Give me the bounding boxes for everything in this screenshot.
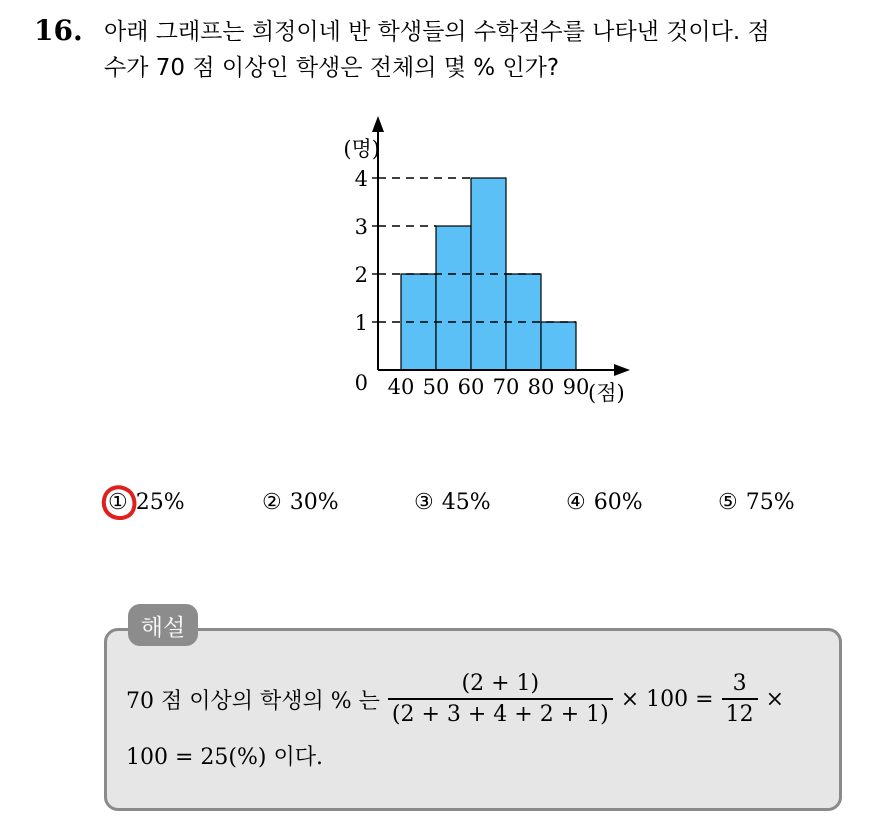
explanation-line-1 [126, 664, 784, 734]
fraction-2-numerator: 3 [732, 671, 747, 696]
x-tick-label: 40 [387, 375, 415, 399]
choice-mark: ⑤ [718, 490, 738, 515]
x-tick-label: 60 [457, 375, 485, 399]
x-tick-label: 90 [562, 375, 590, 399]
choice-3[interactable] [414, 490, 491, 515]
x-axis-label: (점) [588, 381, 625, 405]
y-tick-label: 1 [354, 311, 368, 335]
histogram-bar [541, 322, 576, 370]
explanation-prefix: 70 점 이상의 학생의 % 는 [126, 688, 380, 714]
x-tick-label: 80 [527, 375, 555, 399]
choice-mark: ① [108, 490, 128, 515]
histogram-chart [320, 108, 650, 408]
x-tick-label: 50 [422, 375, 450, 399]
fraction-1-numerator: (2 + 1) [461, 671, 540, 696]
explanation-tab: 해설 [128, 604, 198, 646]
y-tick-label: 2 [354, 263, 368, 287]
choice-5[interactable] [718, 490, 795, 515]
fraction-1 [388, 671, 613, 727]
y-tick-label: 4 [354, 167, 368, 191]
explanation-line-2: 100 = 25(%) 이다. [126, 745, 323, 770]
histogram-bar [436, 226, 471, 370]
times-100-equals: × 100 = [620, 686, 714, 712]
answer-choices [108, 490, 828, 526]
y-tick-label: 3 [354, 215, 368, 239]
origin-label: 0 [354, 371, 368, 395]
question-text [104, 14, 864, 86]
choice-2[interactable] [262, 490, 339, 515]
choice-text: 45% [441, 490, 491, 515]
choice-mark: ② [262, 490, 282, 515]
choice-mark: ④ [566, 490, 586, 515]
fraction-2-denominator: 12 [722, 698, 758, 727]
choice-text: 25% [135, 490, 185, 515]
fraction-1-denominator: (2 + 3 + 4 + 2 + 1) [388, 698, 613, 727]
question-line-2: 수가 70 점 이상인 학생은 전체의 몇 % 인가? [104, 55, 560, 81]
x-axis-arrow [614, 364, 630, 376]
choice-1[interactable] [108, 490, 185, 515]
choice-mark: ③ [414, 490, 434, 515]
choice-text: 30% [289, 490, 339, 515]
choice-text: 60% [593, 490, 643, 515]
choice-4[interactable] [566, 490, 643, 515]
choice-text: 75% [745, 490, 795, 515]
y-axis-label: (명) [343, 137, 380, 161]
times-sign: × [765, 686, 785, 712]
x-tick-label: 70 [492, 375, 520, 399]
question-line-1: 아래 그래프는 희정이네 반 학생들의 수학점수를 나타낸 것이다. 점 [104, 19, 770, 45]
question-number: 16. [34, 14, 83, 47]
y-axis-arrow [372, 116, 384, 132]
fraction-2 [722, 671, 758, 727]
